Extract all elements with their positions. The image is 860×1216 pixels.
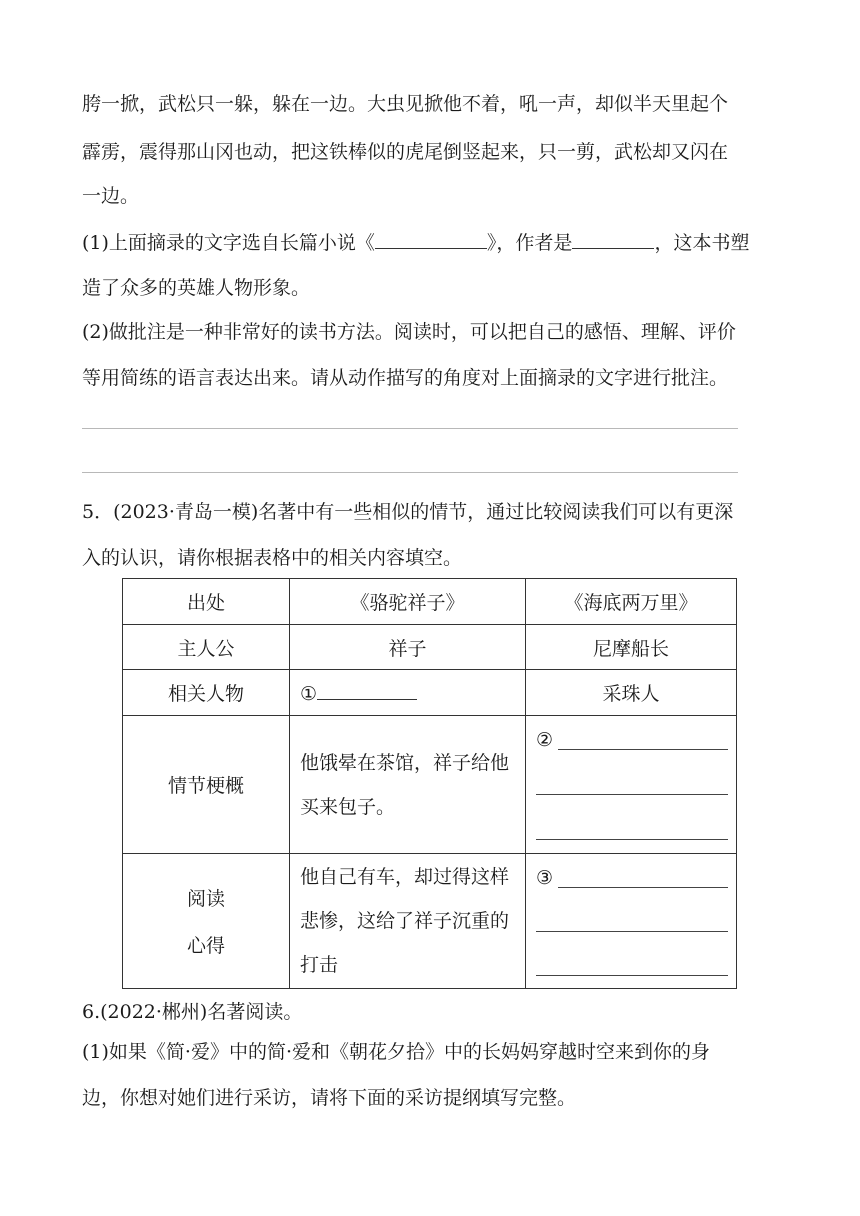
reflection-label-line-1: 阅读 — [186, 888, 225, 910]
question-2-line-1: (2)做批注是一种非常好的读书方法。阅读时，可以把自己的感悟、理解、评价 — [82, 321, 736, 343]
table-cell — [290, 854, 526, 989]
plot-answer-line-1[interactable] — [558, 749, 728, 750]
q1-text-b: 》，作者是 — [486, 232, 573, 254]
passage-line-1: 胯一掀，武松只一躲，躲在一边。大虫见掀他不着，吼一声，却似半天里起个 — [82, 93, 729, 115]
table-row — [123, 670, 737, 716]
reflection-text-line-3: 打击 — [300, 954, 339, 976]
table-header-cell: 《海底两万里》 — [526, 579, 737, 625]
q1-text-a: (1)上面摘录的文字选自长篇小说《 — [82, 232, 375, 254]
book-title-blank[interactable] — [375, 230, 487, 249]
table-cell: 祥子 — [290, 625, 526, 670]
plot-answer-cell — [526, 716, 737, 854]
question-5-line-1: 5．(2023·青岛一模)名著中有一些相似的情节，通过比较阅读我们可以有更深 — [82, 501, 734, 523]
question-6-line-1: (1)如果《简·爱》中的简·爱和《朝花夕拾》中的长妈妈穿越时空来到你的身 — [82, 1041, 710, 1063]
reflection-answer-line-3[interactable] — [536, 975, 728, 976]
q1-text-c: ，这本书塑 — [654, 232, 750, 254]
table-cell: 情节梗概 — [123, 716, 290, 854]
reflection-answer-line-2[interactable] — [536, 931, 728, 932]
question-6-line-2: 边，你想对她们进行采访，请将下面的采访提纲填写完整。 — [82, 1087, 577, 1109]
question-1-line-2: 造了众多的英雄人物形象。 — [82, 277, 311, 299]
answer-line-2[interactable] — [82, 472, 738, 473]
comparison-table — [122, 578, 737, 989]
passage-line-2: 霹雳，震得那山冈也动，把这铁棒似的虎尾倒竖起来，只一剪，武松却又闪在 — [82, 141, 729, 163]
answer-line-1[interactable] — [82, 428, 738, 429]
reflection-label-line-2: 心得 — [186, 935, 225, 957]
table-cell: 主人公 — [123, 625, 290, 670]
author-blank[interactable] — [572, 230, 654, 249]
circle-number-2: ② — [536, 729, 554, 751]
reflection-text-line-1: 他自己有车，却过得这样 — [300, 866, 510, 888]
question-6-title: 6.(2022·郴州)名著阅读。 — [82, 1001, 303, 1023]
related-person-cell — [290, 670, 526, 716]
question-1-line-1 — [82, 230, 749, 255]
passage-line-3: 一边。 — [82, 185, 140, 207]
table-cell — [123, 854, 290, 989]
table-cell: 相关人物 — [123, 670, 290, 716]
circle-number-1: ① — [300, 682, 318, 705]
table-cell: 采珠人 — [526, 670, 737, 716]
plot-text-line-1: 他饿晕在茶馆，祥子给他 — [300, 751, 510, 774]
table-header-cell: 《骆驼祥子》 — [290, 579, 526, 625]
table-row — [123, 625, 737, 670]
plot-text-line-2: 买来包子。 — [300, 795, 396, 818]
question-5-line-2: 入的认识，请你根据表格中的相关内容填空。 — [82, 547, 463, 569]
reflection-answer-cell — [526, 854, 737, 989]
table-row — [123, 579, 737, 625]
table-cell — [290, 716, 526, 854]
reflection-answer-line-1[interactable] — [558, 887, 728, 888]
table-row — [123, 716, 737, 854]
question-2-line-2: 等用简练的语言表达出来。请从动作描写的角度对上面摘录的文字进行批注。 — [82, 367, 729, 389]
plot-answer-line-2[interactable] — [536, 794, 728, 795]
reflection-text-line-2: 悲惨，这给了祥子沉重的 — [300, 910, 510, 932]
table-row — [123, 854, 737, 989]
table-header-cell: 出处 — [123, 579, 290, 625]
plot-answer-line-3[interactable] — [536, 839, 728, 840]
table-cell: 尼摩船长 — [526, 625, 737, 670]
related-person-blank[interactable] — [317, 681, 417, 700]
circle-number-3: ③ — [536, 867, 554, 889]
